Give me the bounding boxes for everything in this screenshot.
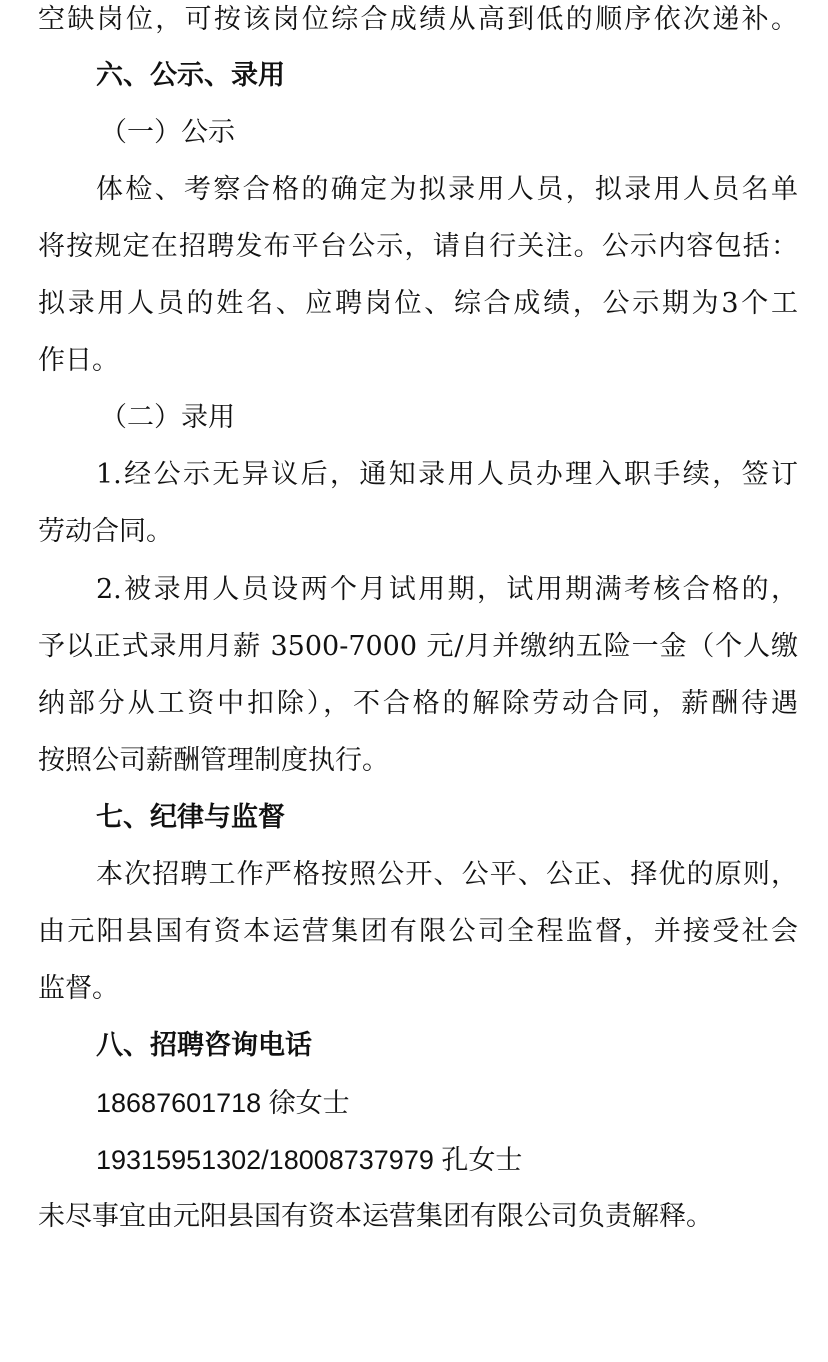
closing-note: 未尽事宜由元阳县国有资本运营集团有限公司负责解释。 (38, 1201, 713, 1232)
paragraph-line: 予以正式录用月薪 3500-7000 元/月并缴纳五险一金（个人缴 (38, 631, 798, 662)
paragraph-line: 将按规定在招聘发布平台公示，请自行关注。公示内容包括： (38, 231, 798, 262)
contact-phone-line: 19315951302/18008737979 孔女士 (96, 1145, 523, 1175)
paragraph-line: 作日。 (38, 345, 119, 376)
paragraph-line: 按照公司薪酬管理制度执行。 (38, 745, 389, 776)
subsection-heading-employment: （二）录用 (100, 402, 235, 433)
section-heading-6: 六、公示、录用 (96, 60, 285, 91)
paragraph-line: 拟录用人员的姓名、应聘岗位、综合成绩，公示期为3个工 (38, 288, 798, 319)
paragraph-line: 1.经公示无异议后，通知录用人员办理入职手续，签订 (96, 459, 798, 490)
paragraph-line: 劳动合同。 (38, 516, 173, 547)
contact-phone-line: 18687601718 徐女士 (96, 1088, 350, 1118)
paragraph-line: 由元阳县国有资本运营集团有限公司全程监督，并接受社会 (38, 916, 798, 947)
paragraph-line: 体检、考察合格的确定为拟录用人员，拟录用人员名单 (96, 174, 798, 205)
paragraph-line: 空缺岗位，可按该岗位综合成绩从高到低的顺序依次递补。 (38, 4, 798, 35)
section-heading-7: 七、纪律与监督 (96, 802, 285, 833)
paragraph-line: 2.被录用人员设两个月试用期，试用期满考核合格的， (96, 574, 798, 605)
subsection-heading-publicity: （一）公示 (100, 117, 235, 148)
section-heading-8: 八、招聘咨询电话 (96, 1030, 312, 1061)
paragraph-line: 纳部分从工资中扣除），不合格的解除劳动合同，薪酬待遇 (38, 688, 798, 719)
paragraph-line: 本次招聘工作严格按照公开、公平、公正、择优的原则， (96, 859, 798, 890)
paragraph-line: 监督。 (38, 973, 119, 1004)
